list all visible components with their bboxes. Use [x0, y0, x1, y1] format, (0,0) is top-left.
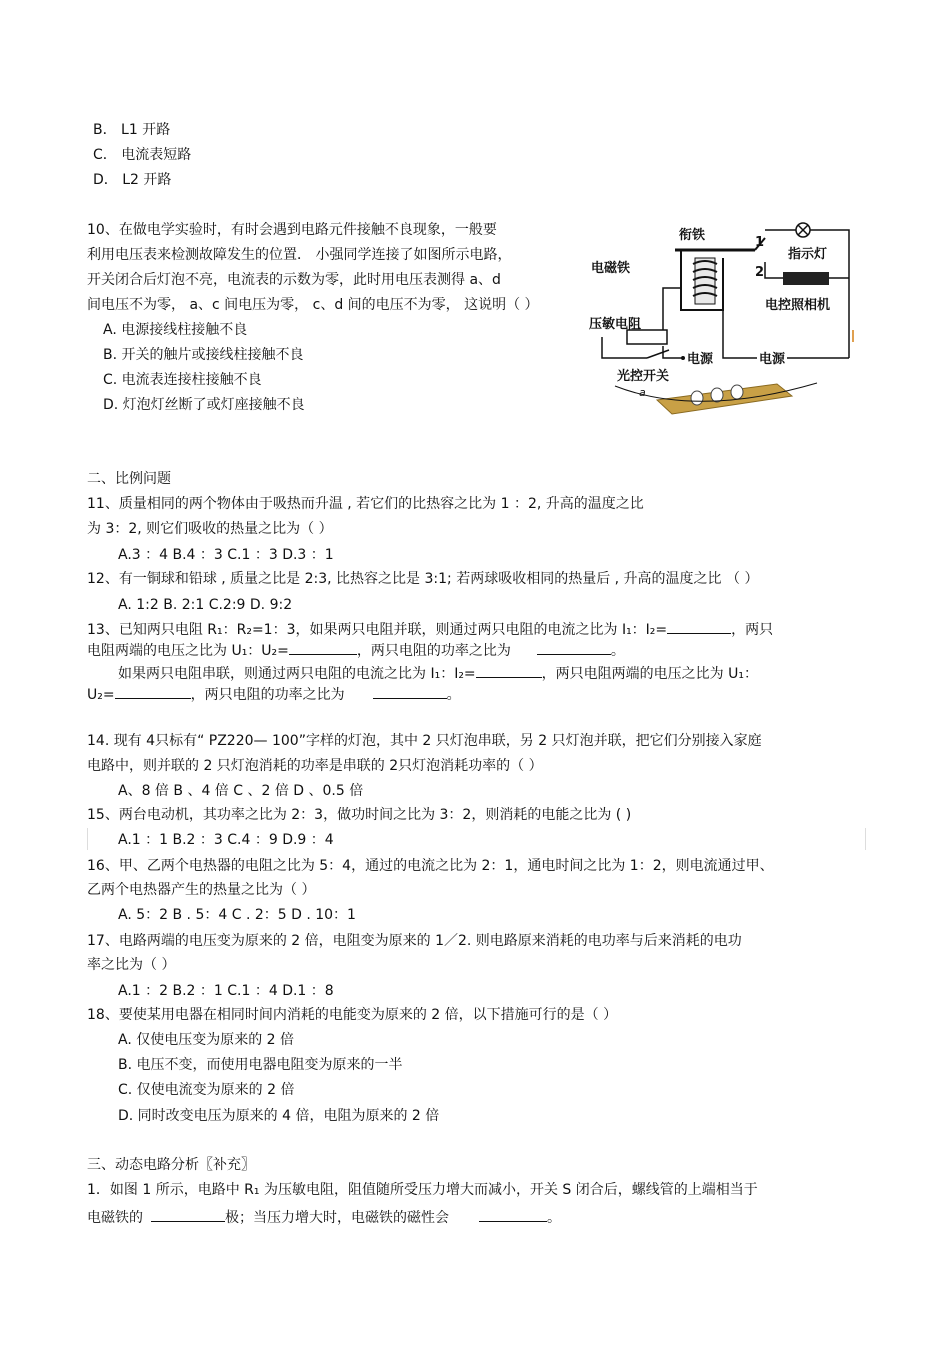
- relay-circuit-figure: [587, 218, 857, 423]
- q10-line-3: 开关闭合后灯泡不亮，电流表的示数为零，此时用电压表测得 a、d: [87, 272, 501, 288]
- q13-blank-5[interactable]: [115, 684, 191, 699]
- q13-line-4: [87, 684, 461, 704]
- q9-option-d: D． L2 开路: [93, 172, 172, 188]
- s3-q1-line-1: 1．如图 1 所示，电路中 R₁ 为压敏电阻，阻值随所受压力增大而减小，开关 S 闭合后，螺线管的上端相当于: [87, 1182, 758, 1198]
- q10-option-a: A. 电源接线柱接触不良: [103, 322, 248, 338]
- pressure-resistor: [627, 330, 667, 344]
- s3-q1-blank-2[interactable]: [479, 1207, 547, 1222]
- indicator-lamp-icon: [796, 223, 810, 237]
- q16-line-1: 16、甲、乙两个电热器的电阻之比为 5：4，通过的电流之比为 2：1，通电时间之比为 1：2，则电流通过甲、: [87, 858, 774, 874]
- q13-line-2-mid: ，两只电阻的功率之比为: [356, 643, 511, 659]
- label-armature: 衔铁: [679, 228, 706, 243]
- camera-block: [783, 272, 829, 285]
- q11-options: A.3 ：4 B.4 ：3 C.1 ：3 D.3 ：1: [118, 547, 334, 563]
- q10-line-2: 利用电压表来检测故障发生的位置． 小强同学连接了如图所示电路，: [87, 247, 512, 263]
- q13-line-3-text: 如果两只电阻串联，则通过两只电阻的电流之比为 I₁：I₂=: [118, 666, 476, 682]
- coil-icon: [693, 258, 717, 304]
- q13-line-4-text: U₂=: [87, 687, 115, 703]
- q10-option-d: D. 灯泡灯丝断了或灯座接触不良: [103, 397, 305, 413]
- q13-blank-1[interactable]: [667, 619, 731, 634]
- q10-option-b: B. 开关的触片或接线柱接触不良: [103, 347, 304, 363]
- q13-line-1: [87, 619, 773, 639]
- label-electromagnet: 电磁铁: [591, 261, 631, 276]
- q12-line: 12、有一铜球和铅球 , 质量之比是 2:3, 比热容之比是 3:1; 若两球吸收相同的热量后 , 升高的温度之比 （ ）: [87, 571, 759, 587]
- q10-line-4: 间电压不为零， a、c 间电压为零， c、d 间的电压不为零， 这说明（ ）: [87, 297, 539, 313]
- q13-line-2-text: 电阻两端的电压之比为 U₁：U₂=: [87, 643, 289, 659]
- q13-blank-2[interactable]: [289, 640, 357, 655]
- s3-q1-line-2: [87, 1207, 561, 1227]
- q16-line-2: 乙两个电热器产生的热量之比为（ ）: [87, 882, 316, 898]
- q18-option-d: D. 同时改变电压为原来的 4 倍，电阻为原来的 2 倍: [118, 1108, 440, 1124]
- q10-line-1: 10、在做电学实验时，有时会遇到电路元件接触不良现象，一般要: [87, 222, 497, 238]
- q13-line-2: [87, 640, 625, 660]
- label-a: a: [639, 386, 646, 399]
- label-1: 1: [755, 235, 765, 250]
- q10-option-c: C. 电流表连接柱接触不良: [103, 372, 262, 388]
- q13-line-1-text: 13、已知两只电阻 R₁：R₂=1：3，如果两只电阻并联，则通过两只电阻的电流之比为 I₁：I₂=: [87, 622, 668, 638]
- q16-options: A. 5：2 B . 5：4 C . 2：5 D . 10：1: [118, 907, 356, 923]
- label-camera: 电控照相机: [765, 298, 831, 313]
- q13-line-1-tail: ，两只: [731, 622, 774, 638]
- label-2: 2: [755, 265, 765, 280]
- q13-line-3-tail: ，两只电阻两端的电压之比为 U₁：: [541, 666, 758, 682]
- q18-line: 18、要使某用电器在相同时间内消耗的电能变为原来的 2 倍，以下措施可行的是（ ）: [87, 1007, 618, 1023]
- q14-line-1: 14. 现有 4只标有“ PZ220— 100”字样的灯泡，其中 2 只灯泡串联，另 2 只灯泡并联，把它们分别接入家庭: [87, 733, 762, 749]
- q13-blank-6[interactable]: [373, 684, 447, 699]
- s3-q1-line-2-mid: 极；当压力增大时，电磁铁的磁性会: [225, 1210, 449, 1226]
- light-switch-lever: [647, 350, 669, 358]
- q13-line-3: [118, 663, 758, 683]
- q18-option-a: A. 仅使电压变为原来的 2 倍: [118, 1032, 295, 1048]
- q11-line-1: 11、质量相同的两个物体由于吸热而升温 , 若它们的比热容之比为 1 ：2, 升高的温度之比: [87, 496, 644, 512]
- label-indicator: 指示灯: [788, 247, 828, 262]
- q15-options: A.1 ：1 B.2 ：3 C.4 ：9 D.9 ：4: [118, 832, 334, 848]
- label-resistor: 压敏电阻: [589, 317, 642, 332]
- q17-line-2: 率之比为（ ）: [87, 957, 176, 973]
- section-3-title: 三、动态电路分析〖补充〗: [87, 1157, 255, 1173]
- s3-q1-line-2-text: 电磁铁的: [87, 1210, 143, 1226]
- label-light-switch: 光控开关: [617, 369, 670, 384]
- q13-line-4-mid: ，两只电阻的功率之比为: [190, 687, 345, 703]
- q18-option-c: C. 仅使电流变为原来的 2 倍: [118, 1082, 295, 1098]
- section-2-title: 二、比例问题: [87, 471, 171, 487]
- q11-line-2: 为 3：2, 则它们吸收的热量之比为（ ）: [87, 521, 333, 537]
- q15-line: 15、两台电动机，其功率之比为 2：3，做功时间之比为 3：2，则消耗的电能之比为 ( ): [87, 807, 632, 823]
- s3-q1-line-2-end: 。: [547, 1210, 561, 1226]
- q17-line-1: 17、电路两端的电压变为原来的 2 倍，电阻变为原来的 1／2. 则电路原来消耗的电功率与后来消耗的电功: [87, 933, 742, 949]
- q12-options: A. 1:2 B. 2:1 C.2:9 D. 9:2: [118, 597, 293, 613]
- q13-line-2-end: 。: [610, 643, 625, 659]
- q9-option-b: B． L1 开路: [93, 122, 171, 138]
- q18-option-b: B. 电压不变，而使用电器电阻变为原来的一半: [118, 1057, 403, 1073]
- s3-q1-blank-1[interactable]: [151, 1207, 225, 1222]
- wooden-base: [657, 384, 792, 414]
- label-power-2: 电源: [759, 352, 786, 367]
- q14-options: A、8 倍 B 、4 倍 C 、2 倍 D 、0.5 倍: [118, 783, 364, 799]
- q13-line-4-end: 。: [446, 687, 461, 703]
- q17-options: A.1 ：2 B.2 ：1 C.1 ：4 D.1 ：8: [118, 983, 334, 999]
- q9-option-c: C． 电流表短路: [93, 147, 192, 163]
- q13-blank-4[interactable]: [476, 663, 542, 678]
- q14-line-2: 电路中，则并联的 2 只灯泡消耗的功率是串联的 2只灯泡消耗功率的（ ）: [87, 758, 543, 774]
- q13-blank-3[interactable]: [537, 640, 611, 655]
- label-power-1: 电源: [687, 352, 714, 367]
